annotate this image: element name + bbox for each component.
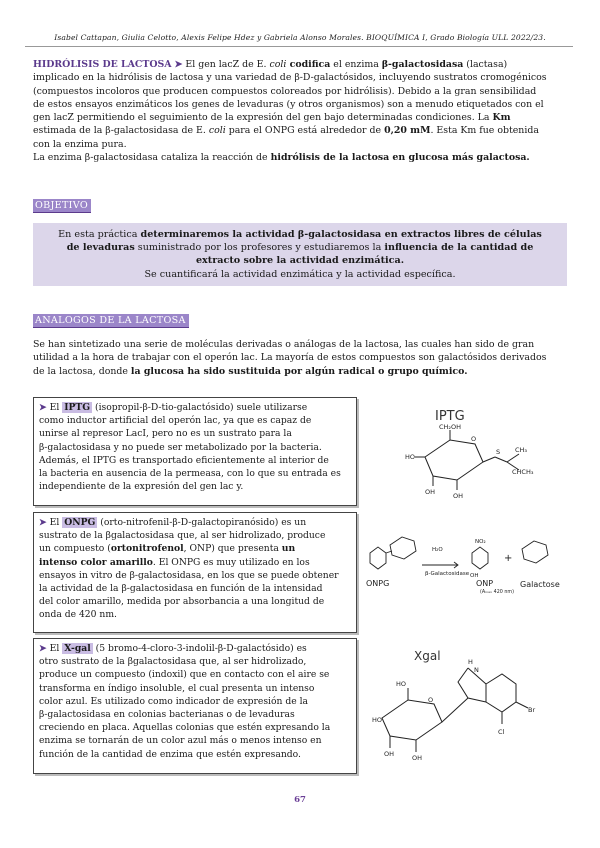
svg-text:Br: Br — [528, 706, 536, 714]
intro-text: (compuestos incoloros que producen compuestos coloreados por hidrólisis). Debido a la gran sensibilidad — [33, 85, 537, 97]
iptg-text: como inductor artificial del operón lac, ya que es capaz de — [39, 415, 312, 427]
svg-text:HO: HO — [405, 453, 416, 461]
xgal-text: (5 bromo-4-cloro-3-indolil-β-D-galactósido) es — [92, 643, 307, 654]
header-divider — [25, 46, 573, 47]
xgal-text: enzima se tornarán de un color azul más o menos intenso en — [39, 735, 322, 747]
iptg-text: unirse al represor LacI, pero no es un sustrato para la — [39, 428, 292, 440]
intro-text: El gen lacZ de E. — [185, 59, 270, 70]
onpg-text: . El ONPG es muy utilizado en los — [152, 556, 310, 568]
onpg-text: intenso color amarillo — [39, 556, 153, 568]
intro-text: estimada de la β-galactosidasa de E. — [33, 125, 209, 137]
svg-text:O: O — [428, 696, 434, 704]
plus-sign: + — [504, 553, 513, 564]
intro-text: para el ONPG está alrededor de — [225, 125, 385, 137]
intro-text: codifica — [286, 59, 331, 70]
svg-text:HO: HO — [372, 716, 383, 724]
section-label-analogos — [33, 308, 189, 327]
xgal-text: produce un compuesto (indoxil) que en contacto con el aire se — [39, 669, 330, 681]
intro-text: coli — [208, 125, 226, 137]
intro-text: (lactasa) — [463, 59, 508, 70]
analogos-text: utilidad a la hora de trabajar con el operón lac. La mayoría de estos compuestos son galactósidos derivados — [33, 352, 547, 364]
intro-text: implicado en la hidrólisis de lactosa y una variedad de β-D-galactósidos, incluyendo sustratos cromogénicos — [33, 72, 547, 84]
intro-text: La enzima β-galactosidasa cataliza la reacción de — [33, 152, 271, 164]
onpg-card — [33, 512, 357, 633]
objetivo-text: influencia de la cantidad de — [384, 242, 534, 254]
svg-text:CHCH₃: CHCH₃ — [512, 468, 534, 476]
intro-text: con la enzima pura. — [33, 138, 127, 150]
arrow-icon: ➤ — [39, 517, 47, 528]
objetivo-text: En esta práctica — [58, 229, 141, 240]
onpg-text: un — [281, 543, 296, 555]
analogos-text: la glucosa ha sido sustituida por algún radical o grupo químico. — [130, 365, 468, 377]
intro-text: de estos ensayos enzimáticos los genes de levaduras (y otros organismos) son a menudo etiquetados con el — [33, 98, 544, 110]
xgal-text: color azul. Es utilizado como indicador de expresión de la — [39, 695, 308, 707]
intro-text: gen lacZ permitiendo el seguimiento de la expresión del gen bajo determinadas condiciones. La — [33, 112, 493, 124]
iptg-text: independiente de la expresión del gen lac y. — [39, 481, 244, 493]
intro-text: Km — [492, 112, 511, 124]
svg-text:Cl: Cl — [498, 728, 505, 736]
xgal-text: transforma en índigo insoluble, el cual presenta un intenso — [39, 682, 315, 694]
xgal-text: El — [49, 643, 63, 654]
iptg-figure-title: IPTG — [435, 409, 465, 424]
iptg-text: El — [49, 402, 63, 413]
onpg-text: la actividad de la β-galactosidasa en función de la intensidad — [39, 583, 323, 595]
intro-text: β-galactosidasa — [381, 59, 464, 70]
xgal-text: creciendo en placa. Aquellas colonias que estén expresando la — [39, 722, 331, 734]
xgal-text: otro sustrato de la βgalactosidasa que, al ser hidrolizado, — [39, 656, 307, 668]
analogos-paragraph — [33, 338, 573, 378]
svg-text:H: H — [468, 658, 473, 666]
iptg-text: β-galactosidasa y no puede ser metabolizado por la bacteria. — [39, 441, 322, 453]
onpg-label: ONPG — [366, 579, 390, 588]
iptg-ring — [415, 430, 519, 490]
intro-title: HIDRÓLISIS DE LACTOSA — [33, 59, 172, 70]
objetivo-text: Se cuantificará la actividad enzimática y la actividad específica. — [144, 268, 456, 280]
enzyme-label: β-Galactosidase — [425, 571, 470, 577]
arrow-icon: ➤ — [174, 59, 183, 70]
iptg-text: (isopropil-β-D-tio-galactósido) suele utilizarse — [92, 402, 308, 413]
galactose-label: Galactose — [520, 580, 560, 589]
onpg-text: ortonitrofenol — [110, 543, 184, 555]
iptg-text: Además, el IPTG es transportado eficientemente al interior de — [39, 454, 329, 466]
svg-text:HO: HO — [396, 680, 407, 688]
iptg-structure-figure — [395, 402, 555, 502]
amax-label: (Aₘₐₓ 420 nm) — [480, 590, 514, 595]
xgal-text: función de la cantidad de enzima que estén expresando. — [39, 748, 301, 760]
svg-text:H₂O: H₂O — [432, 547, 443, 553]
xgal-card — [33, 638, 357, 774]
svg-text:CH₂OH: CH₂OH — [439, 423, 462, 431]
iptg-name: IPTG — [64, 402, 91, 413]
iptg-text: la bacteria en ausencia de la permeasa, con lo que su entrada es — [39, 468, 341, 480]
xgal-figure-title: Xgal — [414, 649, 441, 663]
onpg-text: un compuesto ( — [39, 543, 111, 555]
analogos-text: de la lactosa, donde — [33, 365, 131, 377]
intro-text: coli — [269, 59, 287, 70]
svg-text:S: S — [496, 448, 501, 456]
intro-section — [33, 58, 573, 164]
objetivo-box — [33, 223, 567, 286]
svg-text:OH: OH — [412, 754, 423, 762]
page-number: 67 — [294, 795, 306, 805]
svg-text:NO₂: NO₂ — [475, 539, 486, 545]
objetivo-text: suministrado por los profesores y estudiaremos la — [134, 242, 385, 254]
onpg-text: del color amarillo, medida por absorbancia a una longitud de — [39, 596, 325, 608]
analogos-text: Se han sintetizado una serie de moléculas derivadas o análogas de la lactosa, las cuales han sido de gran — [33, 339, 535, 350]
page-header: Isabel Cattapan, Giulia Celotto, Alexis Felipe Hdez y Gabriela Alonso Morales. BIOQUÍMICA I, Grado Biología ULL 2022/23. — [54, 33, 546, 42]
section-label-text: ANALOGOS DE LA LACTOSA — [33, 314, 189, 328]
svg-text:O: O — [471, 435, 477, 443]
onpg-text: (orto-nitrofenil-β-D-galactopiranósido) es un — [97, 517, 307, 528]
objetivo-text: extracto sobre la actividad enzimática. — [195, 255, 405, 267]
onp-label: ONP — [476, 579, 494, 588]
intro-text: hidrólisis de la lactosa en glucosa más galactosa. — [270, 152, 530, 164]
xgal-text: β-galactosidasa en colonias bacterianas o de levaduras — [39, 709, 295, 721]
xgal-structure-figure — [368, 640, 558, 770]
onpg-reaction-figure — [362, 523, 577, 598]
onpg-text: ensayos in vitro de β-galactosidasa, en los que se puede obtener — [39, 569, 339, 581]
xgal-name: X-gal — [64, 643, 91, 654]
onpg-text: El — [49, 517, 63, 528]
intro-text: . Esta Km fue obtenida — [430, 125, 539, 137]
svg-text:OH: OH — [453, 492, 464, 500]
iptg-card — [33, 397, 357, 506]
arrow-icon: ➤ — [39, 643, 47, 654]
onpg-text: , ONP) que presenta — [183, 543, 282, 555]
section-label-text: OBJETIVO — [33, 199, 91, 213]
svg-text:OH: OH — [425, 488, 436, 496]
svg-text:OH: OH — [384, 750, 395, 758]
onpg-name: ONPG — [64, 517, 96, 528]
arrow-icon: ➤ — [39, 402, 47, 413]
onpg-text: onda de 420 nm. — [39, 609, 117, 621]
objetivo-text: de levaduras — [66, 242, 135, 254]
intro-text: el enzima — [330, 59, 382, 70]
section-label-objetivo — [33, 193, 91, 212]
svg-text:OH: OH — [470, 573, 479, 579]
objetivo-text: determinaremos la actividad β-galactosidasa en extractos libres de células — [140, 229, 542, 240]
svg-text:N: N — [474, 666, 479, 674]
intro-text: 0,20 mM — [384, 125, 431, 137]
onpg-text: sustrato de la βgalactosidasa que, al ser hidrolizado, produce — [39, 530, 326, 542]
svg-text:CH₃: CH₃ — [515, 446, 528, 454]
